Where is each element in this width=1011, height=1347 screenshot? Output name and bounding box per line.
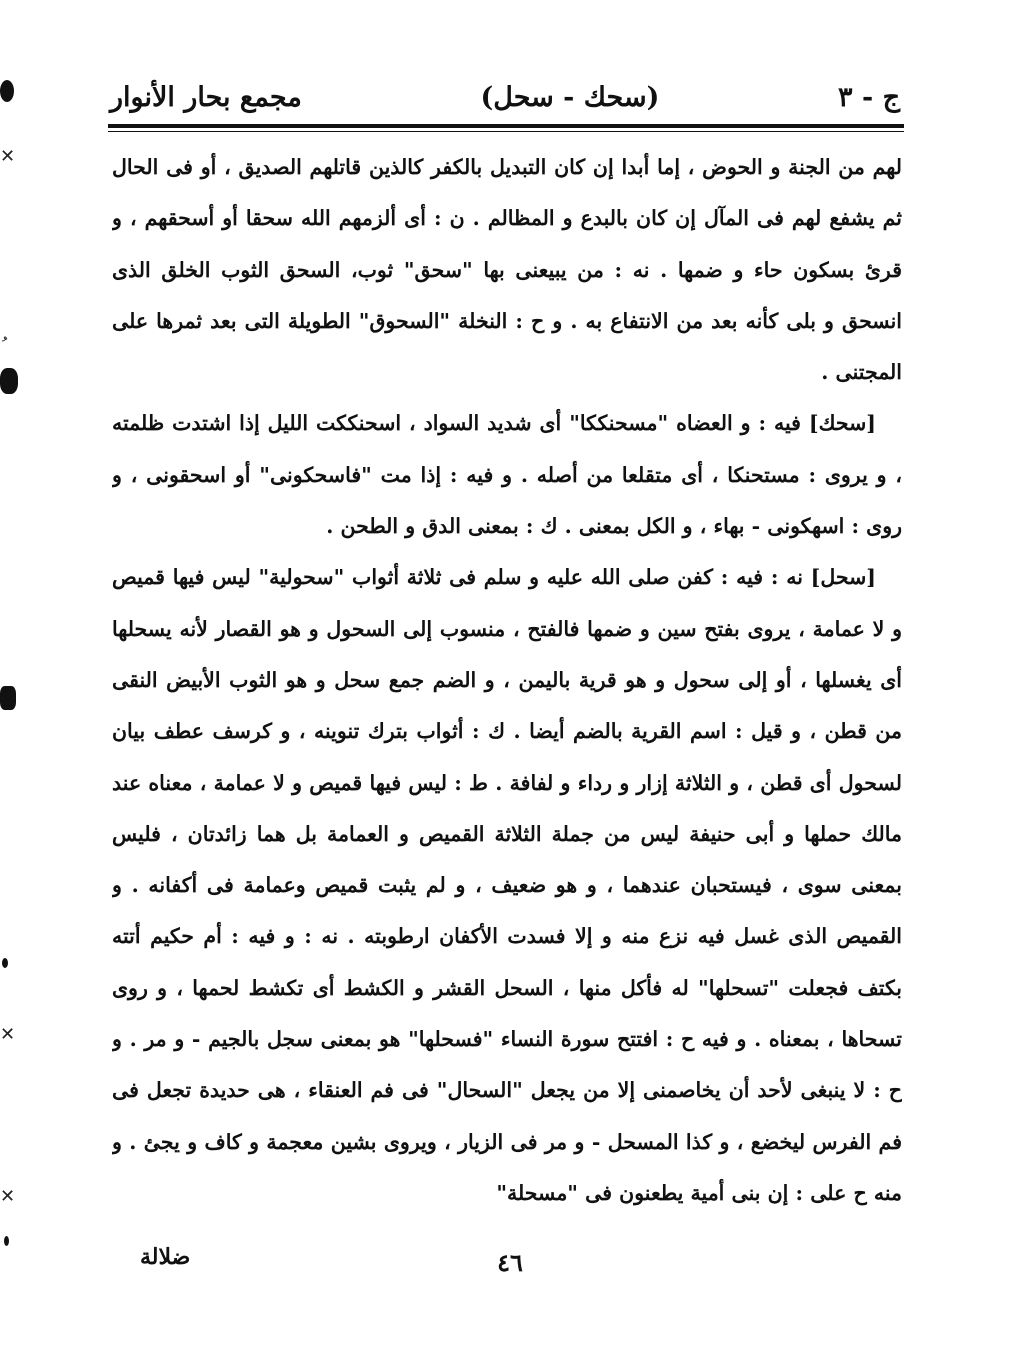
header-rule-thin <box>108 131 904 132</box>
catchword: ضلالة <box>140 1244 191 1270</box>
page-number: ٤٦ <box>497 1248 523 1277</box>
scan-mark: ﹸ <box>2 336 8 357</box>
paragraph-entry-sahak: [سحك] فيه : و العضاه "مسحنككا" أى شديد السواد ، اسحنككت الليل إذا اشتدت ظلمته ، و يروى : مستحنكا ، أى متقلعا من أصله . و فيه : إذا مت "فاسحكونى" أو اسحقونى ، و روى : اسهكونى - بهاء ، و الكل بمعنى . ك : بمعنى الدق و الطحن . <box>112 411 902 539</box>
body-text <box>112 142 902 1242</box>
paragraph: لهم من الجنة و الحوض ، إما أبدا إن كان التبديل بالكفر كالذين قاتلهم الصديق ، أو فى الحال ثم يشفع لهم فى المآل إن كان بالبدع و المظالم . ن : أى ألزمهم الله سحقا أو أسحقهم ، و قرئ بسكون حاء و ضمها . نه : من يبيعنى بها "سحق" ثوب، السحق الثوب الخلق الذى انسحق و بلى كأنه بعد من الانتفاع به . و ح : النخلة "السحوق" الطويلة التى بعد ثمرها على المجتنى . <box>112 155 902 385</box>
running-header <box>110 72 900 122</box>
scan-blot <box>2 958 8 968</box>
scan-blot <box>0 368 18 394</box>
scan-blot <box>0 686 16 710</box>
entry-range: (سحك - سحل) <box>480 81 660 113</box>
scan-blot <box>4 1236 9 1246</box>
scan-mark: ✕ <box>0 1024 16 1045</box>
book-title: مجمع بحار الأنوار <box>110 81 302 113</box>
scan-blot <box>0 80 14 102</box>
paragraph-entry-sahal: [سحل] نه : فيه : كفن صلى الله عليه و سلم فى ثلاثة أثواب "سحولية" ليس فيها قميص و لا عمامة ، يروى بفتح سين و ضمها فالفتح ، منسوب إلى السحول و هو القصار لأنه يسحلها أى يغسلها ، أو إلى سحول و هو قرية باليمن ، و الضم جمع سحل و هو الثوب الأبيض النقى من قطن ، و قيل : اسم القرية بالضم أيضا . ك : أثواب بترك تنوينه ، و كرسف عطف بيان لسحول أى قطن ، و الثلاثة إزار و رداء و لفافة . ط : ليس فيها قميص و لا عمامة ، معناه عند مالك حملها و أبى حنيفة ليس من جملة الثلاثة القميص و العمامة بل هما زائدتان ، فليس بمعنى سوى ، فيستحبان عندهما ، و هو ضعيف ، و لم يثبت قميص وعمامة فى أكفانه . و القميص الذى غسل فيه نزع منه و إلا فسدت الأكفان ارطوبته . نه : و فيه : أم حكيم أتته بكتف فجعلت "تسحلها" له فأكل منها ، السحل القشر و الكشط أى تكشط لحمها ، و روى تسحاها ، بمعناه . و فيه ح : افتتح سورة النساء "فسحلها" هو بمعنى سجل بالجيم - و مر . و ح : لا ينبغى لأحد أن يخاصمنى إلا من يجعل "السحال" فى فم العنقاء ، هى حديدة تجعل فى فم الفرس ليخضع ، و كذا المسحل - و مر فى الزيار ، ويروى بشين معجمة و كاف و يجئ . و منه ح على : إن بنى أمية يطعنون فى "مسحلة" <box>112 565 902 1205</box>
scan-mark: ✕ <box>0 146 16 167</box>
volume-label: ج - ٣ <box>838 81 900 113</box>
header-rule <box>108 124 904 128</box>
scan-mark: ✕ <box>0 1186 16 1207</box>
